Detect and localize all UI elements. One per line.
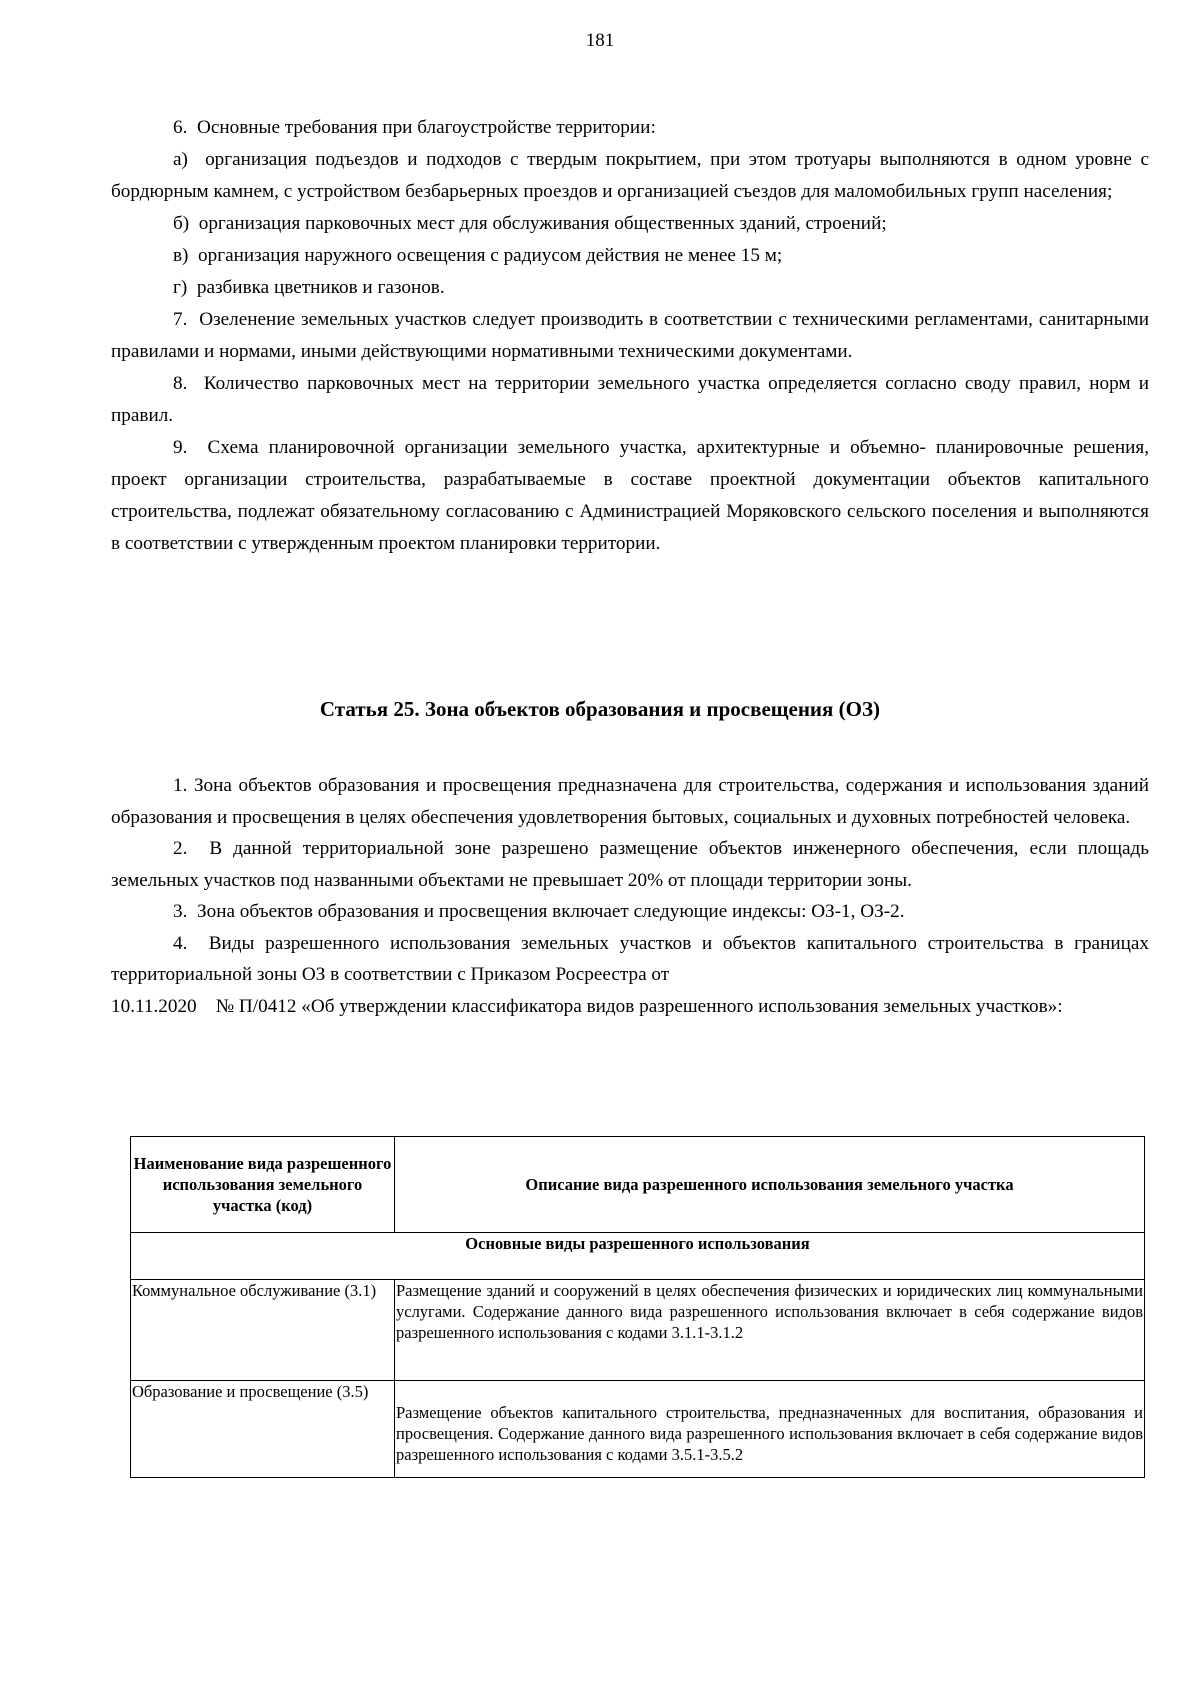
list-item: 3. Зона объектов образования и просвещения включает следующие индексы: ОЗ-1, ОЗ-2. xyxy=(173,901,905,922)
order-reference: 10.11.2020 № П/0412 «Об утверждении классификатора видов разрешенного использования земельных участков»: xyxy=(111,995,1063,1017)
list-item: 6. Основные требования при благоустройстве территории: xyxy=(173,117,656,138)
table-section-row xyxy=(131,1233,1145,1280)
list-item: 8. Количество парковочных мест на территории земельного участка определяется согласно своду правил, норм и правил. xyxy=(111,373,1149,426)
list-item: 2. В данной территориальной зоне разрешено размещение объектов инженерного обеспечения, если площадь земельных участков под названными объектами не превышает 20% от площади территории зоны. xyxy=(111,838,1149,891)
list-item: а) организация подъездов и подходов с твердым покрытием, при этом тротуары выполняются в одном уровне с бордюрным камнем, с устройством безбарьерных проездов и организацией съездов для маломобильных групп населения; xyxy=(111,149,1149,202)
table-cell-description: Размещение объектов капитального строительства, предназначенных для воспитания, образования и просвещения. Содержание данного вида разрешенного использования включает в себя содержание видов разрешенного использования с кодами 3.5.1-3.5.2 xyxy=(396,1403,1143,1464)
table-cell-name: Коммунальное обслуживание (3.1) xyxy=(131,1280,395,1381)
list-item: б) организация парковочных мест для обслуживания общественных зданий, строений; xyxy=(173,213,887,234)
list-item: 9. Схема планировочной организации земельного участка, архитектурные и объемно- планировочные решения, проект организации строительства, разрабатываемые в составе проектной документации объектов капитального строительства, подлежат обязательному согласованию с Администрацией Моряковского сельского поселения и выполняются в соответствии с утвержденным проектом планировки территории. xyxy=(111,437,1149,554)
table-header-row xyxy=(131,1137,1145,1233)
table-cell-description-wrapper xyxy=(395,1381,1145,1478)
intro-section xyxy=(111,112,1149,560)
table-section-title: Основные виды разрешенного использования xyxy=(131,1233,1145,1280)
article-title: Статья 25. Зона объектов образования и просвещения (ОЗ) xyxy=(319,697,881,721)
list-item: г) разбивка цветников и газонов. xyxy=(173,277,445,298)
table-row xyxy=(131,1280,1145,1381)
list-item: в) организация наружного освещения с радиусом действия не менее 15 м; xyxy=(173,245,783,266)
table-header-name: Наименование вида разрешенного использования земельного участка (код) xyxy=(131,1137,395,1233)
table-row xyxy=(131,1381,1145,1478)
table-cell-description: Размещение зданий и сооружений в целях обеспечения физических и юридических лиц коммунальными услугами. Содержание данного вида разрешенного использования включает в себя содержание видов разрешенного использования с кодами 3.1.1-3.1.2 xyxy=(395,1280,1145,1381)
list-item: 7. Озеленение земельных участков следует производить в соответствии с техническими регламентами, санитарными правилами и нормами, иными действующими нормативными техническими документами. xyxy=(111,309,1149,362)
permitted-use-table xyxy=(130,1136,1145,1478)
page-number: 181 xyxy=(585,30,615,51)
table-cell-name: Образование и просвещение (3.5) xyxy=(131,1381,395,1478)
list-item: 1. Зона объектов образования и просвещения предназначена для строительства, содержания и использования зданий образования и просвещения в целях обеспечения удовлетворения бытовых, социальных и духовных потребностей человека. xyxy=(111,775,1149,828)
list-item: 4. Виды разрешенного использования земельных участков и объектов капитального строительства в границах территориальной зоны ОЗ в соответствии с Приказом Росреестра от xyxy=(111,932,1149,985)
article-section xyxy=(111,770,1149,1022)
table-header-description: Описание вида разрешенного использования земельного участка xyxy=(395,1137,1145,1233)
